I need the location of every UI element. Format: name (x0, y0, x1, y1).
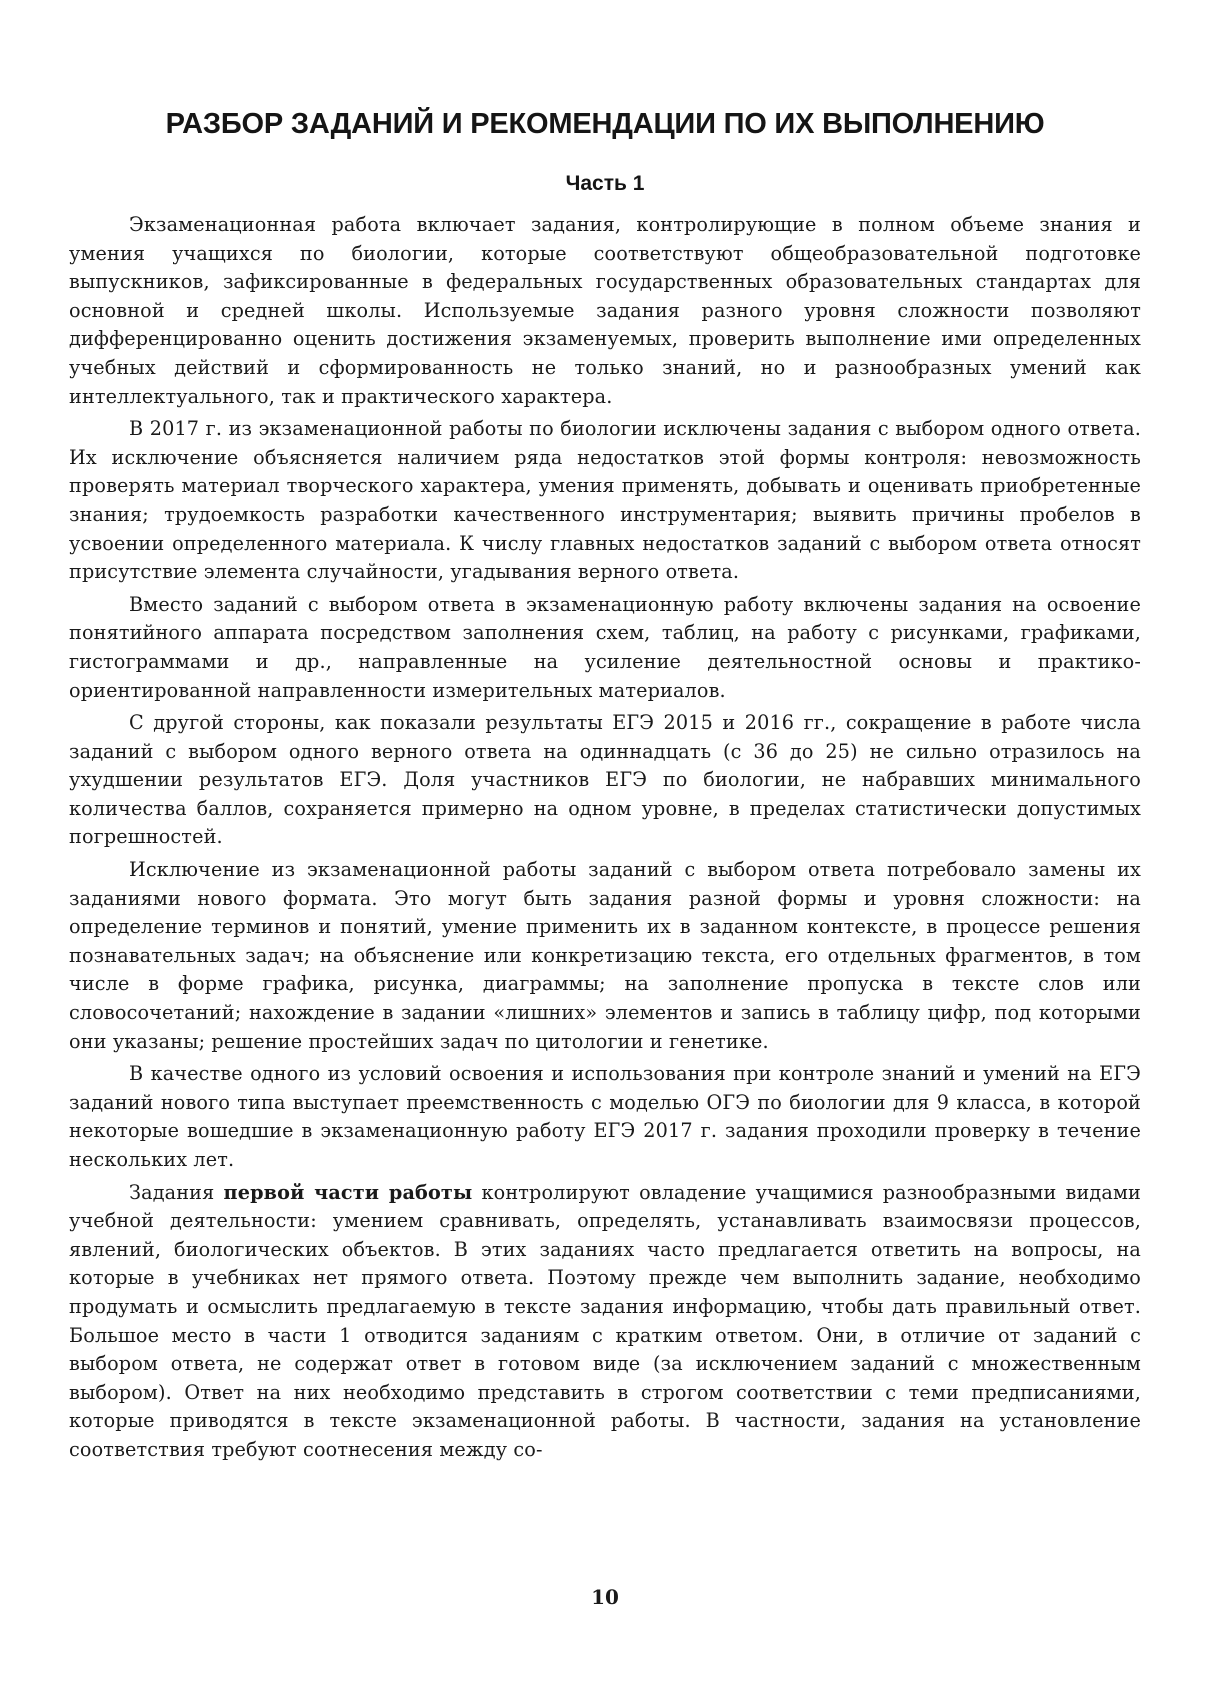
paragraph-2017-changes: В 2017 г. из экзаменационной работы по биологии исключены задания с выбором одного ответа. Их исключение объясняется наличием ряда недостатков этой формы контроля: невозможность проверять материал творческого характера, умения применять, добывать и оценивать приобретенные знания; трудоемкость разработки качественного инструментария; выявить причины пробелов в усвоении определенного материала. К числу главных недостатков заданий с выбором ответа относят присутствие элемента случайности, угадывания верного ответа. (69, 417, 1141, 584)
paragraph-part-one-tasks (69, 1179, 1141, 1465)
paragraph-rest-text: контролируют овладение учащимися разнообразными видами учебной деятельности: умением сравнивать, определять, устанавливать взаимосвязи процессов, явлений, биологических объектов. В этих заданиях часто предлагается ответить на вопросы, на которые в учебниках нет прямого ответа. Поэтому прежде чем выполнить задание, необходимо продумать и осмыслить предлагаемую в тексте задания информацию, чтобы дать правильный ответ. Большое место в части 1 отводится заданиям с кратким ответом. Они, в отличие от заданий с выбором ответа, не содержат ответ в готовом виде (за исключением заданий с множественным выбором). Ответ на них необходимо представить в строгом соответствии с теми предписаниями, которые приводятся в тексте экзаменационной работы. В частности, задания на установление соответствия требуют соотнесения между со- (69, 1180, 1141, 1461)
page-title: РАЗБОР ЗАДАНИЙ И РЕКОМЕНДАЦИИ ПО ИХ ВЫПОЛНЕНИЮ (165, 108, 1045, 140)
page-number: 10 (591, 1585, 619, 1609)
paragraph-results: С другой стороны, как показали результаты ЕГЭ 2015 и 2016 гг., сокращение в работе числа заданий с выбором одного верного ответа на одиннадцать (с 36 до 25) не сильно отразилось на ухудшении результатов ЕГЭ. Доля участников ЕГЭ по биологии, не набравших минимального количества баллов, сохраняется примерно на одном уровне, в пределах статистически допустимых погрешностей. (69, 711, 1141, 849)
paragraph-new-formats: Исключение из экзаменационной работы заданий с выбором ответа потребовало замены их заданиями нового формата. Это могут быть задания разной формы и уровня сложности: на определение терминов и понятий, умение применить их в заданном контексте, в процессе решения познавательных задач; на объяснение или конкретизацию текста, его отдельных фрагментов, в том числе в форме графика, рисунка, диаграммы; на заполнение пропуска в тексте слов или словосочетаний; нахождение в задании «лишних» элементов и запись в таблицу цифр, под которыми они указаны; решение простейших задач по цитологии и генетике. (69, 858, 1141, 1053)
paragraph-lead-text: Задания (129, 1180, 224, 1204)
paragraph-new-tasks: Вместо заданий с выбором ответа в экзаменационную работу включены задания на освоение понятийного аппарата посредством заполнения схем, таблиц, на работу с рисунками, графиками, гистограммами и др., направленные на усиление деятельностной основы и практико-ориентированной направленности измерительных материалов. (69, 592, 1141, 702)
body-text (69, 211, 1141, 1469)
paragraph-exam-overview: Экзаменационная работа включает задания, контролирующие в полном объеме знания и умения учащихся по биологии, которые соответствуют общеобразовательной подготовке выпускников, зафиксированные в федеральных государственных образовательных стандартах для основной и средней школы. Используемые задания разного уровня сложности позволяют дифференцированно оценить достижения экзаменуемых, проверить выполнение ими определенных учебных действий и сформированность не только знаний, но и разнообразных умений как интеллектуального, так и практического характера. (69, 213, 1141, 408)
bold-emphasis-text: первой части работы (223, 1180, 473, 1204)
paragraph-continuity: В качестве одного из условий освоения и использования при контроле знаний и умений на ЕГЭ заданий нового типа выступает преемственность с моделью ОГЭ по биологии для 9 класса, в которой некоторые вошедшие в экзаменационную работу ЕГЭ 2017 г. задания проходили проверку в течение нескольких лет. (69, 1062, 1141, 1171)
section-subtitle: Часть 1 (565, 172, 645, 195)
